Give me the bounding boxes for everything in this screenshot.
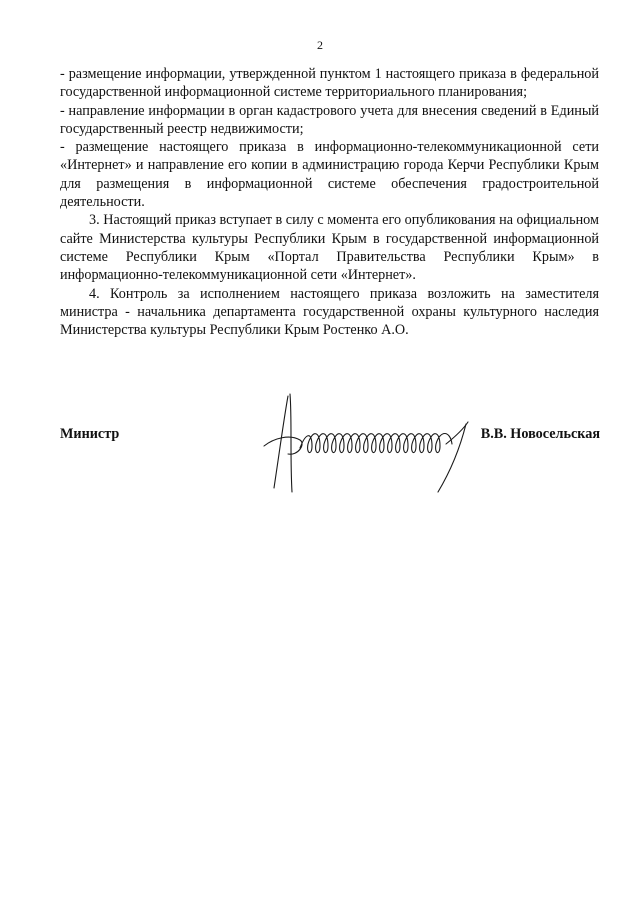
paragraph-bullet-territorial-planning: - размещение информации, утвержденной пунктом 1 настоящего приказа в федеральной государственной информационной системе территориального планирования; bbox=[60, 66, 599, 101]
paragraph-control: 4. Контроль за исполнением настоящего приказа возложить на заместителя министра - начальника департамента государственной охраны культурного наследия Министерства культуры Республики Крым Ростенко А.О. bbox=[60, 285, 599, 339]
paragraph-bullet-cadastral: - направление информации в орган кадастрового учета для внесения сведений в Единый государственный реестр недвижимости; bbox=[60, 102, 599, 137]
handwritten-signature bbox=[260, 388, 520, 498]
signature-block bbox=[60, 380, 600, 500]
paragraph-effective-date: 3. Настоящий приказ вступает в силу с момента его опубликования на официальном сайте Министерства культуры Республики Крым в государственной информационной системе Республики Крым «Портал Правительства Республики Крым» в информационно-телекоммуникационной сети «Интернет». bbox=[60, 212, 599, 284]
document-body bbox=[60, 65, 599, 339]
paragraph-bullet-publication: - размещение настоящего приказа в информационно-телекоммуникационной сети «Интернет» и направление его копии в администрацию города Керчи Республики Крым для размещения в информационной системе обеспечения градостроительной деятельности. bbox=[60, 139, 599, 211]
signer-position: Министр bbox=[60, 426, 120, 442]
page-number: 2 bbox=[317, 38, 323, 52]
signer-name: В.В. Новосельская bbox=[480, 426, 600, 442]
